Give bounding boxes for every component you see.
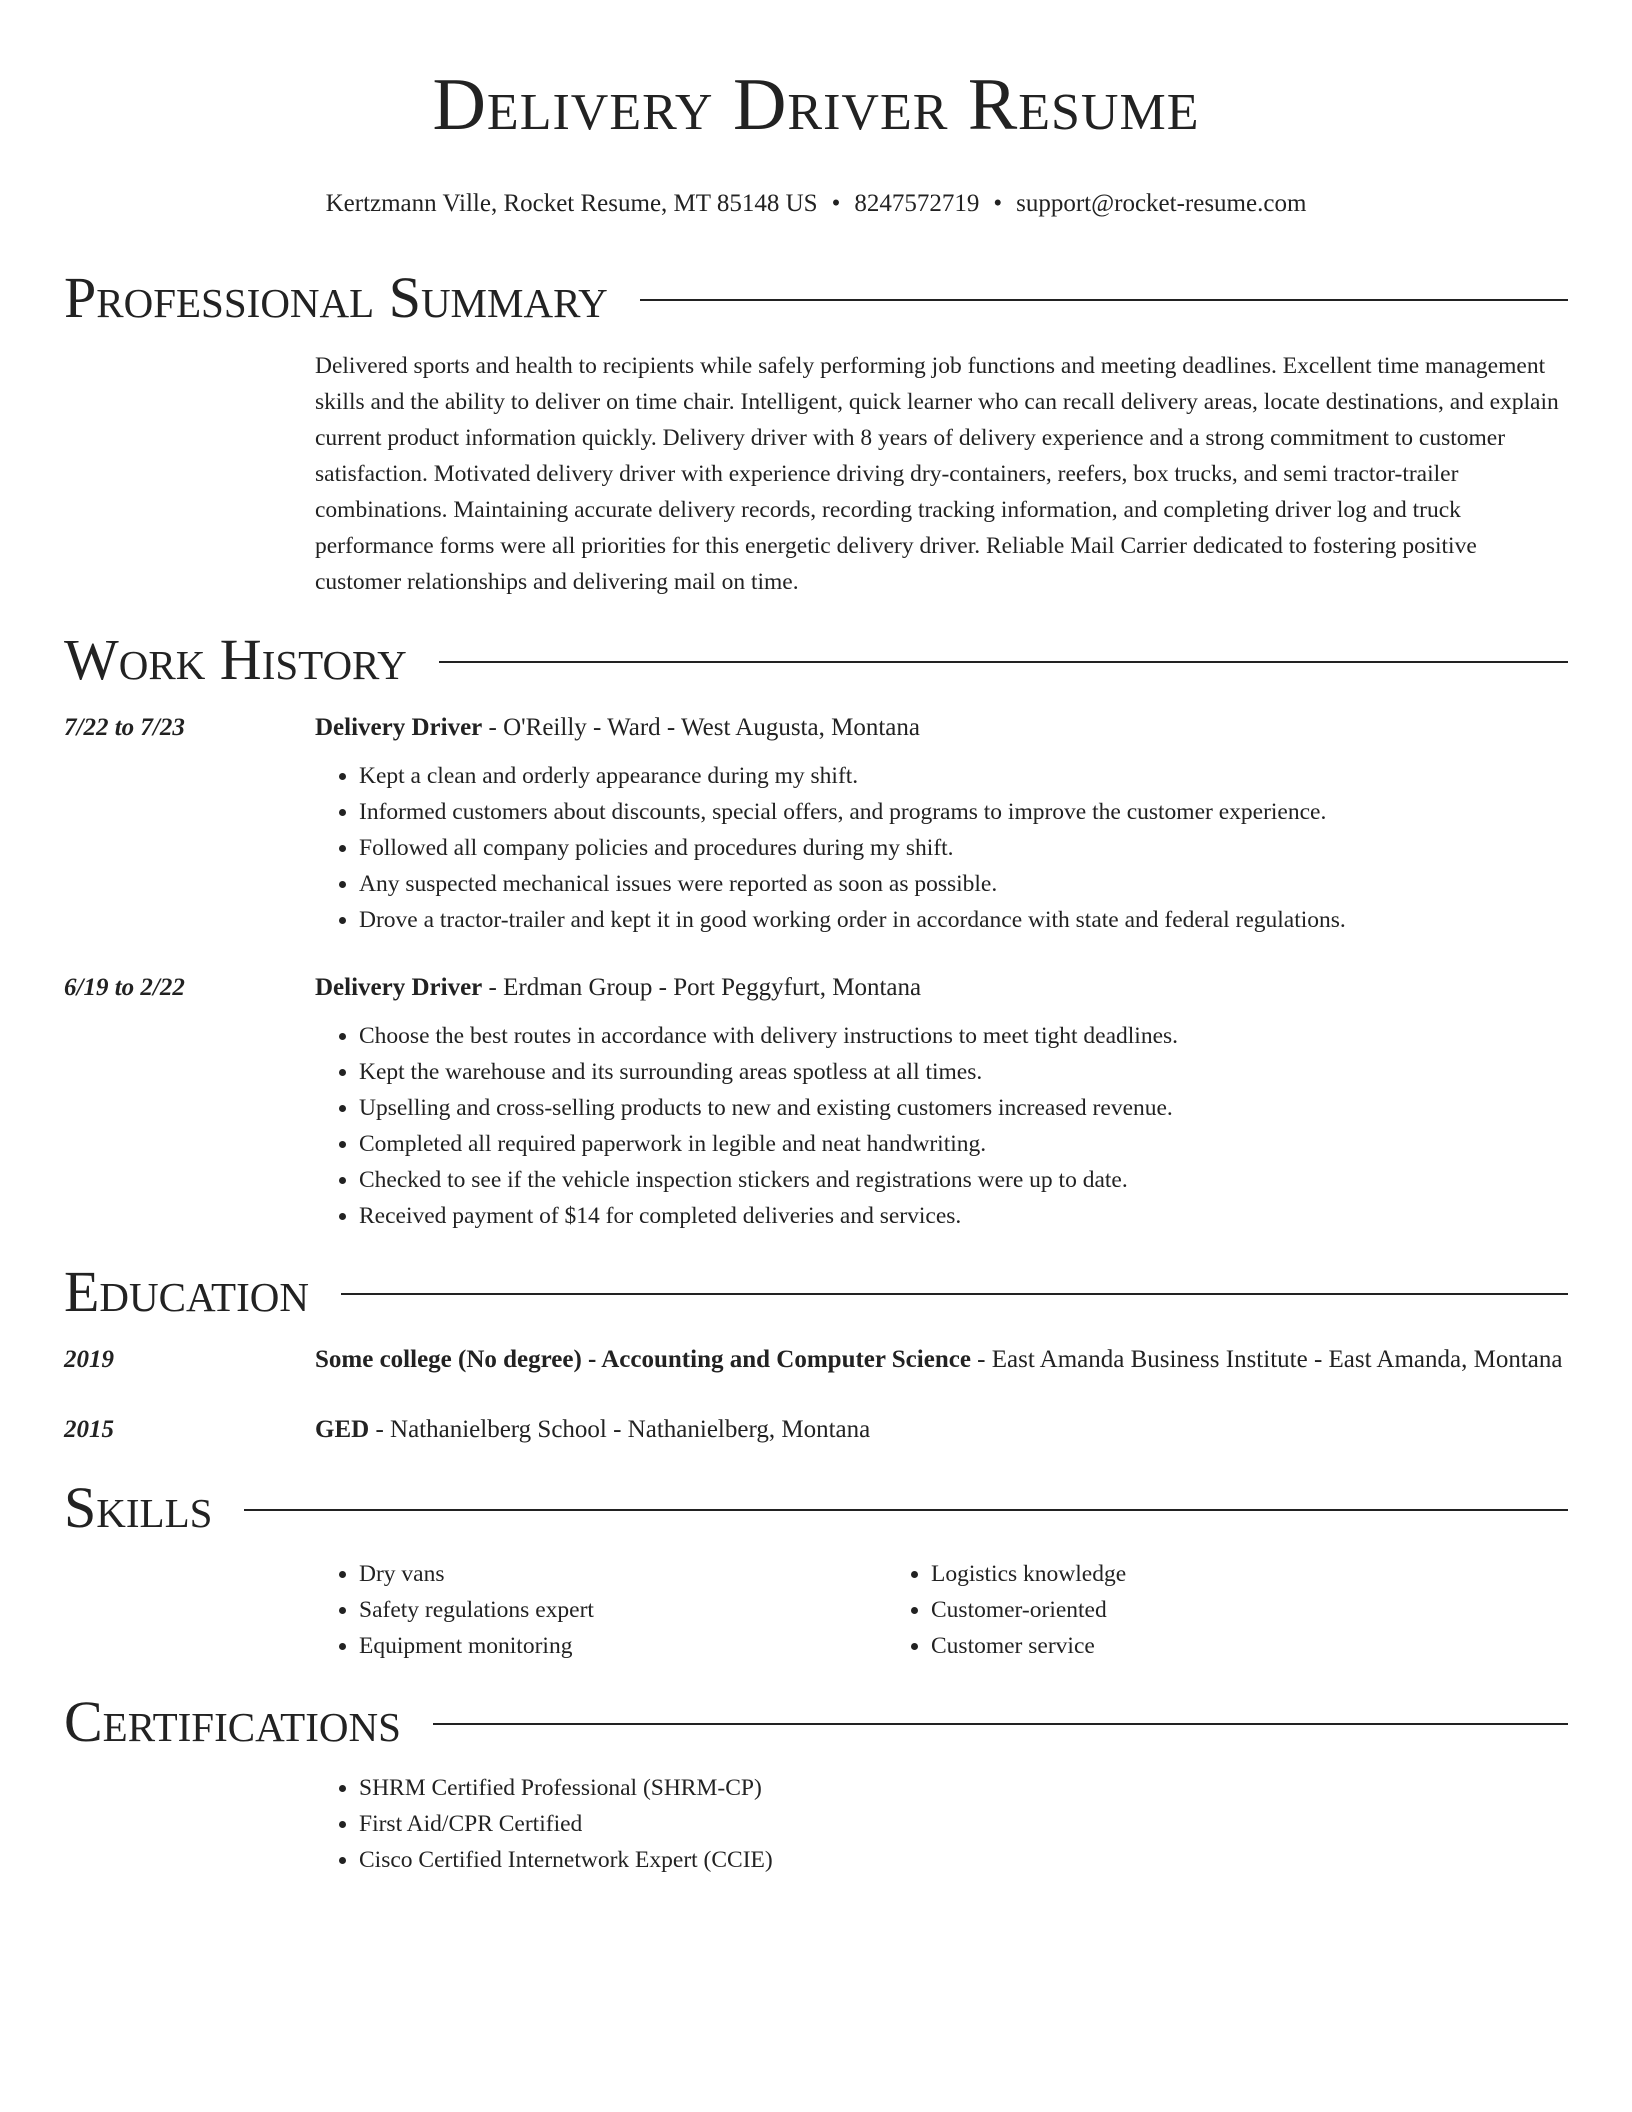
- job-details: - Erdman Group - Port Peggyfurt, Montana: [482, 974, 922, 1001]
- job-entry: [64, 708, 1568, 748]
- job-bullet: • Received payment of $14 for completed deliveries and services.: [359, 1198, 1568, 1234]
- contact-separator: •: [831, 190, 841, 217]
- section-title-skills: Skills: [64, 1475, 213, 1540]
- education-details: - East Amanda Business Institute - East Amanda, Montana: [970, 1346, 1563, 1373]
- contact-email: support@rocket-resume.com: [1016, 190, 1307, 217]
- job-bullet: • Choose the best routes in accordance with delivery instructions to meet tight deadlines.: [359, 1018, 1568, 1054]
- job-details: - O'Reilly - Ward - West Augusta, Montana: [482, 714, 920, 741]
- education-info: [315, 1410, 1568, 1450]
- section-title-education: Education: [64, 1259, 309, 1324]
- skills-grid: [315, 1556, 1568, 1664]
- skills-column-right: [887, 1556, 1459, 1664]
- certification-item: • First Aid/CPR Certified: [359, 1806, 1568, 1842]
- job-bullet: • Upselling and cross-selling products to new and existing customers increased revenue.: [359, 1090, 1568, 1126]
- job-title: Delivery Driver: [315, 714, 483, 741]
- job-bullets: [315, 758, 1568, 938]
- education-info: [315, 1340, 1568, 1380]
- skill-item: • Equipment monitoring: [359, 1628, 887, 1664]
- section-title-certifications: Certifications: [64, 1689, 401, 1754]
- job-info: [315, 708, 1568, 748]
- summary-text: Delivered sports and health to recipients while safely performing job functions and meeting deadlines. Excellent time management skills and the ability to deliver on time chair. Intelligent, quick learner who can recall delivery areas, locate destinations, and explain current product information quickly. Delivery driver with 8 years of delivery experience and a strong commitment to customer satisfaction. Motivated delivery driver with experience driving dry-containers, reefers, box trucks, and semi tractor-trailer combinations. Maintaining accurate delivery records, recording tracking information, and completing driver log and truck performance forms were all priorities for this energetic delivery driver. Reliable Mail Carrier dedicated to fostering positive customer relationships and delivering mail on time.: [315, 353, 1559, 595]
- job-bullets: [315, 1018, 1568, 1234]
- skills-column-left: [315, 1556, 887, 1664]
- certification-list: [315, 1770, 1568, 1878]
- job-info: [315, 968, 1568, 1008]
- resume-title: Delivery Driver Resume: [432, 64, 1200, 146]
- contact-line: [64, 188, 1568, 220]
- job-bullet: • Followed all company policies and procedures during my shift.: [359, 830, 1568, 866]
- education-entry: [64, 1340, 1568, 1380]
- skill-item: • Safety regulations expert: [359, 1592, 887, 1628]
- certification-item: • Cisco Certified Internetwork Expert (CCIE): [359, 1842, 1568, 1878]
- skill-item: • Logistics knowledge: [931, 1556, 1459, 1592]
- job-title: Delivery Driver: [315, 974, 483, 1001]
- job-bullet: • Kept a clean and orderly appearance during my shift.: [359, 758, 1568, 794]
- section-title-summary: Professional Summary: [64, 265, 608, 330]
- section-divider: [439, 661, 1568, 663]
- job-bullet: • Checked to see if the vehicle inspection stickers and registrations were up to date.: [359, 1162, 1568, 1198]
- job-dates: 6/19 to 2/22: [64, 974, 185, 1001]
- job-bullet: • Informed customers about discounts, special offers, and programs to improve the customer experience.: [359, 794, 1568, 830]
- education-year: 2015: [64, 1416, 114, 1443]
- job-bullet: • Drove a tractor-trailer and kept it in good working order in accordance with state and federal regulations.: [359, 902, 1568, 938]
- section-divider: [244, 1509, 1568, 1511]
- section-header-certifications: [64, 1690, 1568, 1754]
- section-header-summary: [64, 266, 1568, 330]
- education-details: - Nathanielberg School - Nathanielberg, Montana: [369, 1416, 871, 1443]
- contact-separator: •: [993, 190, 1003, 217]
- education-degree: Some college (No degree) - Accounting and Computer Science: [315, 1346, 971, 1373]
- skill-item: • Dry vans: [359, 1556, 887, 1592]
- section-header-work: [64, 628, 1568, 692]
- contact-phone: 8247572719: [854, 190, 980, 217]
- section-divider: [640, 299, 1568, 301]
- job-bullet: • Completed all required paperwork in legible and neat handwriting.: [359, 1126, 1568, 1162]
- section-header-skills: [64, 1476, 1568, 1540]
- skill-item: • Customer-oriented: [931, 1592, 1459, 1628]
- contact-address: Kertzmann Ville, Rocket Resume, MT 85148 US: [325, 190, 818, 217]
- job-bullet: • Kept the warehouse and its surrounding areas spotless at all times.: [359, 1054, 1568, 1090]
- education-entry: [64, 1410, 1568, 1450]
- section-divider: [341, 1293, 1568, 1295]
- section-divider: [433, 1723, 1568, 1725]
- section-header-education: [64, 1260, 1568, 1324]
- education-degree: GED: [315, 1416, 370, 1443]
- skill-item: • Customer service: [931, 1628, 1459, 1664]
- job-dates: 7/22 to 7/23: [64, 714, 185, 741]
- section-title-work: Work History: [64, 627, 407, 692]
- education-year: 2019: [64, 1346, 114, 1373]
- certification-item: • SHRM Certified Professional (SHRM-CP): [359, 1770, 1568, 1806]
- job-bullet: • Any suspected mechanical issues were reported as soon as possible.: [359, 866, 1568, 902]
- job-entry: [64, 968, 1568, 1008]
